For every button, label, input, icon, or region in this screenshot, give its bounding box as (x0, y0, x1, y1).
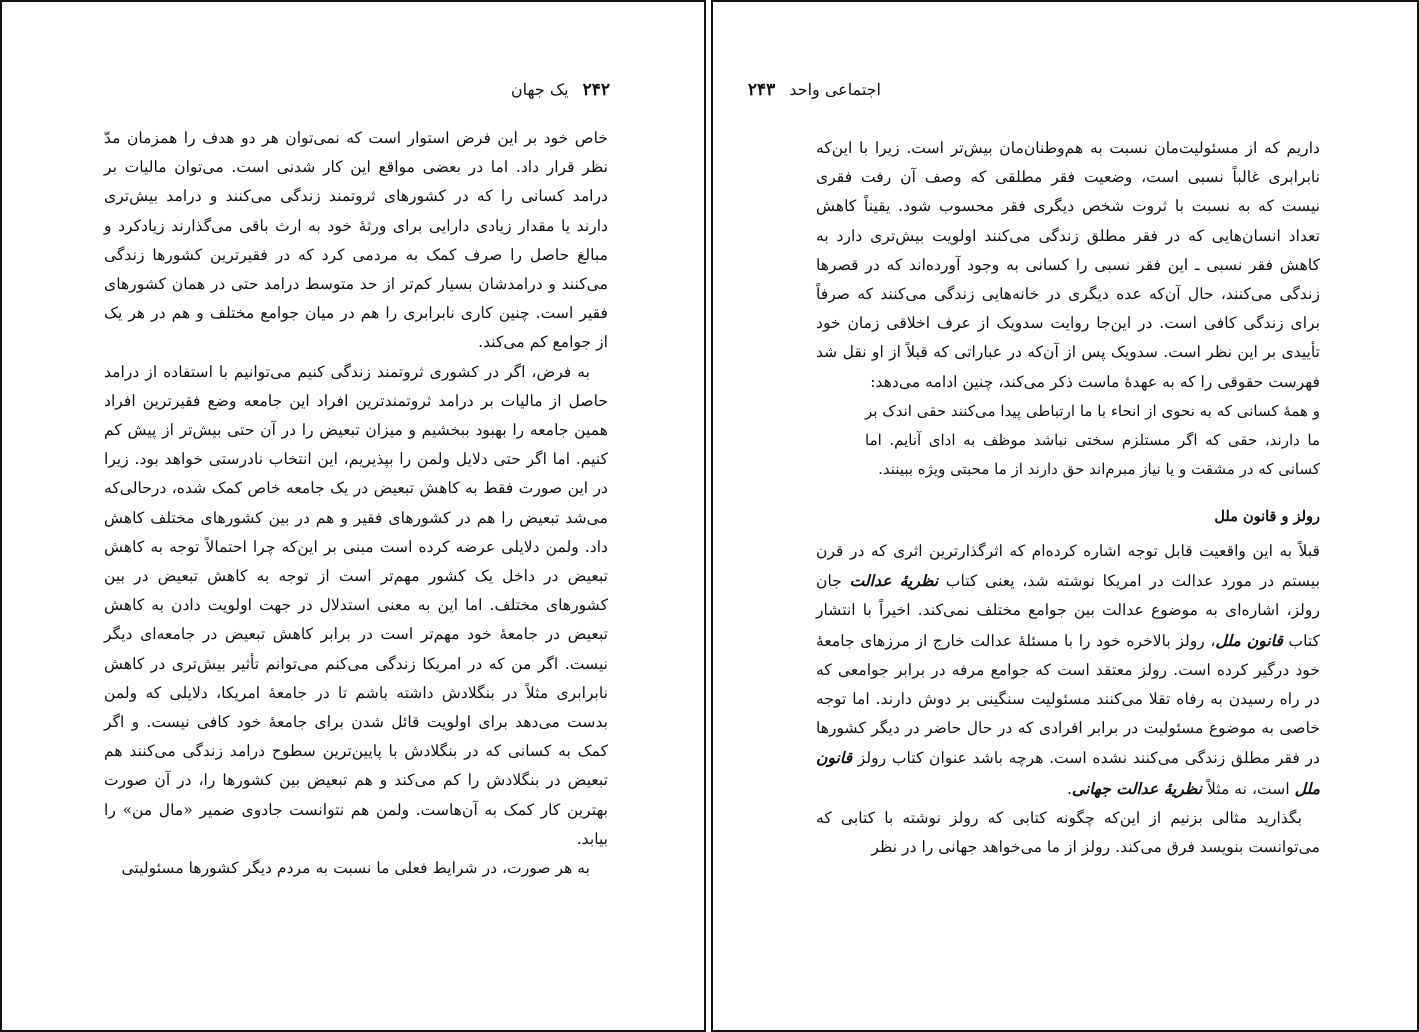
text-run: جان رولز، اشاره‌ای به موضوع عدالت بین جوامع مختلف نمی‌کند. اخیراً با انتشار کتاب (816, 572, 1320, 650)
book-title: نظریهٔ عدالت جهانی (1071, 778, 1203, 798)
left-page-body (104, 124, 608, 883)
paragraph: به هر صورت، در شرایط فعلی ما نسبت به مردم دیگر کشورها مسئولیتی (121, 859, 590, 878)
right-page-header (748, 80, 881, 100)
left-page (0, 0, 706, 1032)
text-run: . (1066, 779, 1072, 798)
paragraph: به فرض، اگر در کشوری ثروتمند زندگی کنیم می‌توانیم با استفاده از درامد حاصل از مالیات بر درامد ثروتمندترین افراد این جامعه وضع فقیرترین افراد همین جامعه را بهبود ببخشیم و میزان تبعیض را در آن حتی بیش‌تر از پیش کم کنیم. اما اگر حتی دلایل ولمن را بپذیریم، این انتخاب نادرستی خواهد بود. زیرا در این صورت فقط به کاهش تبعیض در یک جامعه خاص کمک شده، درحالی‌که می‌شد تبعیض را هم در کشورهای فقیر و هم در بین کشورهای مختلف کاهش داد. ولمن دلایلی عرضه کرده است مبنی بر این‌که چرا احتمالاً توجه به کاهش تبعیض در داخل یک کشور مهم‌تر است از توجه به کاهش تبعیض در بین کشورهای مختلف. اما این به معنی استدلال در جهت اولویت دادن به کاهش تبعیض در جامعهٔ خود مهم‌تر است در برابر کاهش تبعیض در جامعه‌ای دیگر نیست. اگر من که در امریکا زندگی می‌کنم می‌توانم تأثیر بیش‌تری در کاهش نابرابری مثلاً در بنگلادش داشته باشم تا در جامعهٔ امریکا، دلایلی که ولمن بدست می‌دهد برای اولویت قائل شدن برای جامعهٔ خود کافی نیست. و اگر کمک به کسانی که در بنگلادش با پایین‌ترین سطوح درامد زندگی می‌کنند هم تبعیض در بنگلادش را کم می‌کند و هم تبعیض بین کشورها را، در آن صورت بهترین کار کمک به آن‌هاست. ولمن هم نتوانست جادوی ضمیر «مال من» را بیابد. (104, 362, 608, 848)
right-page (711, 0, 1419, 1032)
text-run: قبلاً به این واقعیت قابل توجه اشاره کرده‌ام که اثرگذارترین اثری که در قرن بیستم در مورد عدالت در امریکا نوشته شد، یعنی کتاب (816, 542, 1320, 591)
running-head: یک جهان (510, 80, 569, 99)
page-number: ۲۴۲ (582, 80, 610, 100)
running-head: اجتماعی واحد (789, 80, 881, 99)
text-run: است، نه مثلاً (1202, 779, 1295, 798)
book-title: قانون ملل (1215, 630, 1283, 650)
book-title: نظریهٔ عدالت (849, 571, 939, 591)
paragraph (816, 537, 1320, 804)
block-quote: و همهٔ کسانی که به نحوی از انحاء با ما ارتباطی پیدا می‌کنند حقی اندک بر ما دارند، حقی که اگر مستلزم سختی نباشد موظف به ادای آنایم. اما کسانی که در مشقت و یا نیاز مبرم‌اند حق دارند از ما محبتی ویژه ببینند. (865, 401, 1320, 478)
section-heading: رولز و قانون ملل (1214, 507, 1320, 525)
paragraph: بگذارید مثالی بزنیم از این‌که چگونه کتابی که رولز نوشته با کتابی که می‌توانست بنویسد فرق می‌کند. رولز از ما می‌خواهد جهانی را در نظر (816, 808, 1320, 857)
book-title: قانون ملل (816, 748, 1320, 798)
paragraph: داریم که از مسئولیت‌مان نسبت به هم‌وطنان‌مان بیش‌تر است. زیرا با این‌که نابرابری غالباً نسبی است، وضعیت فقر مطلقی که وصف آن رفت فقری نیست که به نسبت با ثروت شخص دیگری فقر محسوب شود. یقیناً کاهش تعداد انسان‌هایی که در فقر مطلق زندگی می‌کنند اولویت بیش‌تری دارد به کاهش فقر نسبی ـ این فقر نسبی را کسانی به وجود آورده‌اند که در قصرها زندگی می‌کنند، حال آن‌که عده دیگری در خانه‌هایی زندگی می‌کنند که صرفاً برای زندگی کافی است. در این‌جا روایت سدویک از عرف اخلاقی زمان خود تأییدی بر این نظر است. سدویک پس از آن‌که در عباراتی که قبلاً از او نقل شد فهرست حقوقی را که به عهدهٔ ماست ذکر می‌کند، چنین ادامه می‌دهد: (816, 139, 1320, 391)
text-run: ، رولز بالاخره خود را با مسئلهٔ عدالت خارج از مرزهای جامعهٔ خود درگیر کرده است. رولز معتقد است که جوامع مرفه در برابر جوامعی که در راه رسیدن به رفاه تقلا می‌کنند مسئولیت سنگینی بر دوش دارند. اما توجه خاصی به موضوع مسئولیت در برابر افرادی که در حال حاضر در دیگر کشورها در فقر مطلق زندگی می‌کنند نشده است. هرچه باشد عنوان کتاب رولز (816, 631, 1320, 768)
paragraph: خاص خود بر این فرض استوار است که نمی‌توان هر دو هدف را همزمان مدّ نظر قرار داد. اما در بعضی مواقع این کار شدنی است. می‌توان مالیات بر درامد کسانی را که در کشورهای ثروتمند زندگی می‌کنند و درامد بیش‌تری دارند یا مقدار زیادی دارایی برای ورثهٔ خود به ارث باقی می‌گذارند زیادکرد و مبالغ حاصل را صرف کمک به مردمی کرد که در فقیرترین کشورها زندگی می‌کنند و درامدشان بسیار کم‌تر از حد متوسط درامد حتی در همان کشورهای فقیر است. چنین کاری نابرابری را هم در میان جوامع مختلف و هم در هر یک از جوامع کم می‌کند. (104, 129, 608, 352)
right-page-body (816, 134, 1320, 862)
page-number: ۲۴۳ (747, 80, 776, 100)
left-page-header (511, 80, 610, 100)
